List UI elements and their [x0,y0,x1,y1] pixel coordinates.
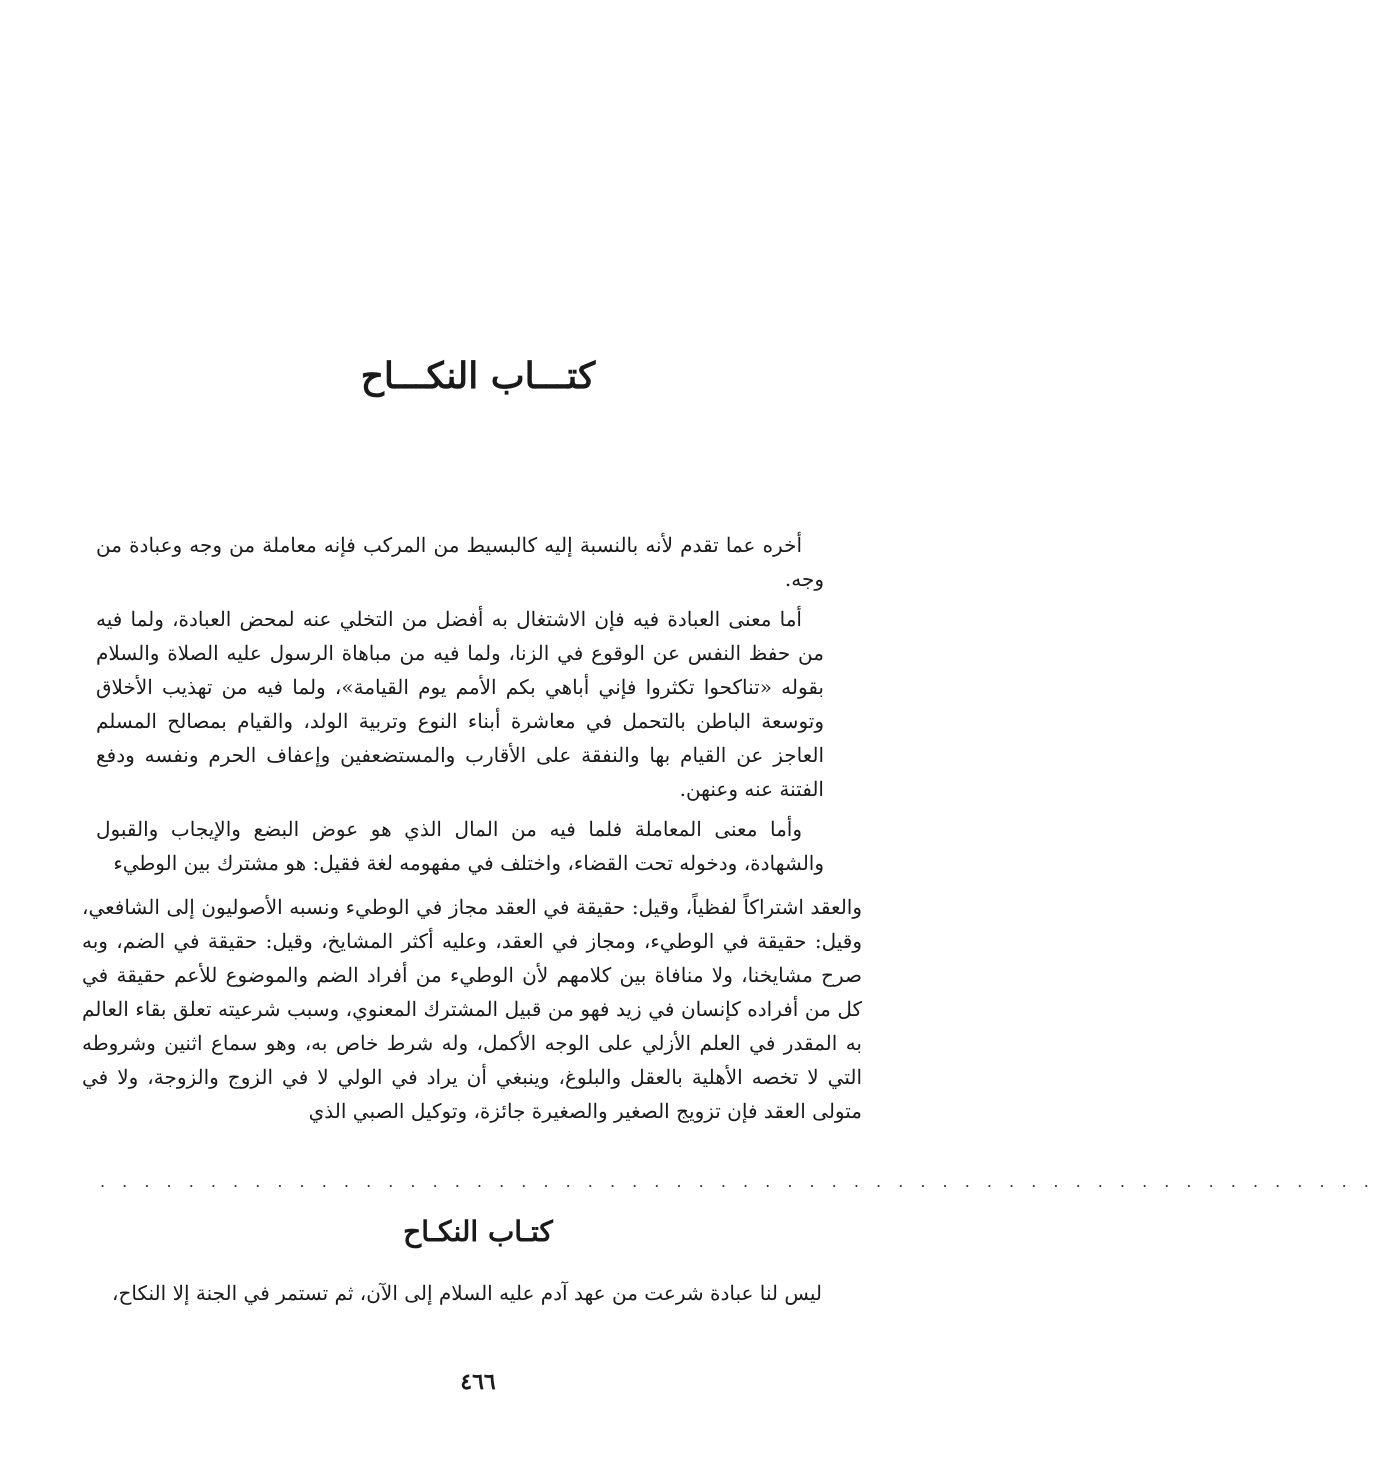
main-text-continuation [82,890,862,1134]
paragraph: أخره عما تقدم لأنه بالنسبة إليه كالبسيط من المركب فإنه معاملة من وجه وعبادة من وجه. [96,533,824,591]
separator-dots: . . . . . . . . . . . . . . . . . . . . . . . . . . . . . . . . . . . . . . . . . . . . . . . . . . . . . . . . . . [100,1172,1375,1191]
commentary-text: ليس لنا عبادة شرعت من عهد آدم عليه السلام إلى الآن، ثم تستمر في الجنة إلا النكاح، [112,1281,822,1305]
page-number: ٤٦٦ [460,1369,496,1395]
paragraph: والعقد اشتراكاً لفظياً، وقيل: حقيقة في العقد مجاز في الوطيء ونسبه الأصوليون إلى الشافعي، وقيل: حقيقة في الوطيء، ومجاز في العقد، وعليه أكثر المشايخ، وقيل: حقيقة في الضم، وبه صرح مشايخنا، ولا منافاة بين كلامهم لأن الوطيء من أفراد الضم والموضوع للأعم حقيقة في كل من أفراده كإنسان في زيد فهو من قبيل المشترك المعنوي، وسبب شرعيته تعلق بقاء العالم به المقدر في العلم الأزلي على الوجه الأكمل، وله شرط خاص به، وهو سماع اثنين وشروطه التي لا تخصه الأهلية بالعقل والبلوغ، وينبغي أن يراد في الولي لا في الزوج والزوجة، ولا في متولى العقد فإن تزويج الصغير والصغيرة جائزة، وتوكيل الصبي الذي [82,895,863,1123]
paragraph: وأما معنى المعاملة فلما فيه من المال الذي هو عوض البضع والإيجاب والقبول والشهادة، ودخوله تحت القضاء، واختلف في مفهومه لغة فقيل: هو مشترك بين الوطيء [96,817,824,875]
paragraph: أما معنى العبادة فيه فإن الاشتغال به أفضل من التخلي عنه لمحض العبادة، ولما فيه من حفظ النفس عن الوقوع في الزنا، ولما فيه من مباهاة الرسول عليه الصلاة والسلام بقوله «تناكحوا تكثروا فإني أباهي بكم الأمم يوم القيامة»، ولما فيه من تهذيب الأخلاق وتوسعة الباطن بالتحمل في معاشرة أبناء النوع وتربية الولد، والقيام بمصالح المسلم العاجز عن القيام بها والنفقة على الأقارب والمستضعفين وإعفاف الحرم ونفسه ودفع الفتنة عنه وعنهن. [96,607,824,801]
chapter-title: كتـــاب النكـــاح [360,355,596,397]
commentary-title: كتـاب النكـاح [403,1215,553,1248]
main-text [96,528,824,886]
